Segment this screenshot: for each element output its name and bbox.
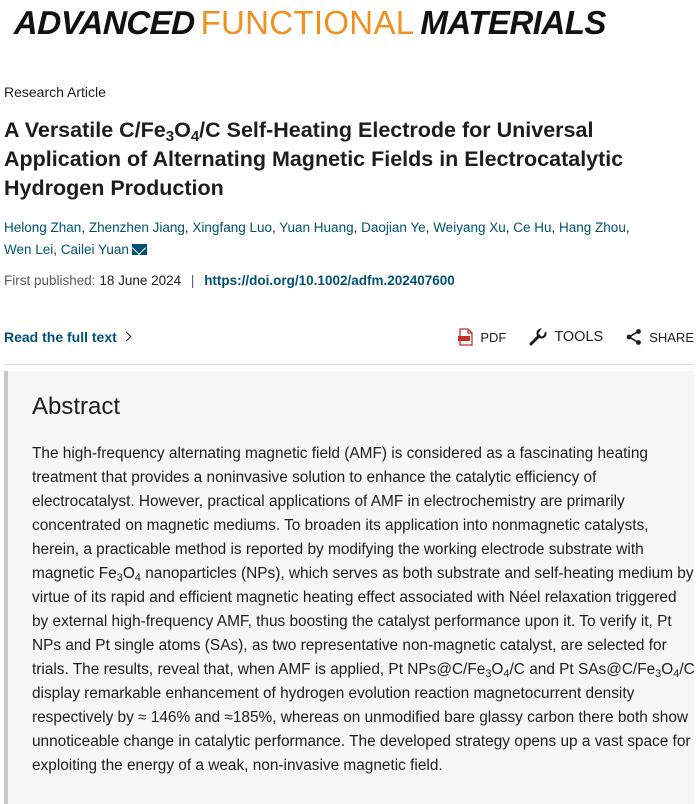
pdf-icon — [458, 328, 474, 346]
pdf-label: PDF — [480, 329, 507, 345]
tools-button[interactable] — [528, 327, 603, 347]
abstract-heading: Abstract — [32, 393, 121, 420]
pdf-button[interactable] — [458, 328, 506, 346]
author-link[interactable]: Hang Zhou — [559, 220, 626, 235]
envelope-icon[interactable] — [132, 244, 147, 255]
author-list: Helong Zhan, Zhenzhen Jiang, Xingfang Luo, Yuan Huang, Daojian Ye, Weiyang Xu, Ce Hu, Hang Zhou, Wen Lei, Cailei Yuan — [4, 220, 630, 257]
article-toolbar — [436, 327, 694, 347]
share-button[interactable] — [625, 328, 694, 346]
share-icon — [625, 328, 643, 346]
author-link[interactable]: Helong Zhan — [4, 220, 82, 235]
wrench-icon — [528, 327, 548, 347]
tools-label: TOOLS — [554, 329, 604, 345]
abstract-body: The high-frequency alternating magnetic field (AMF) is considered as a fascinating heating treatment that provides a noninvasive solution to enhance the catalytic efficiency of electrocatalyst. However, practical applications of AMF in electrochemistry are primarily concentrated on magnetic mediums. To broaden its application into nonmagnetic catalysts, herein, a practicable method is reported by modifying the working electrode substrate with magnetic $Fe_3O_4$ nanoparticles (NPs), which serves as both substrate and self-heating medium by virtue of its rapid and efficient magnetic heating effect associated with Néel relaxation triggered by external high-frequency AMF, thus boosting the catalyst performance upon it. To verify it, Pt NPs and Pt single atoms (SAs), as two representative non-magnetic catalyst, are selected for trials. The results, reveal that, when AMF is applied, Pt $NPs@C/Fe_3O_4/C$ and Pt $SAs@C/Fe_3O_4/C$ display remarkable enhancement of hydrogen evolution reaction magnetocurrent density respectively by ≈ 146% and ≈185%, whereas on unmodified bare glassy carbon there both show unnoticeable change in catalytic performance. The developed strategy opens up a vast space for exploiting the energy of a weak, non-invasive magnetic field. — [32, 445, 695, 774]
separator: | — [190, 273, 195, 288]
author-link[interactable]: Daojian Ye — [361, 220, 426, 235]
section-divider — [4, 364, 694, 365]
read-full-text-link[interactable]: Read the full text — [4, 329, 130, 345]
share-label: SHARE — [649, 329, 694, 345]
author-link[interactable]: Cailei Yuan — [60, 242, 129, 257]
chevron-right-icon — [121, 332, 131, 342]
journal-name-materials: MATERIALS — [420, 4, 606, 41]
published-date: 18 June 2024 — [99, 273, 182, 288]
author-link[interactable]: Weiyang Xu — [433, 220, 506, 235]
author-link[interactable]: Ce Hu — [513, 220, 552, 235]
publication-info — [4, 273, 455, 288]
article-type: Research Article — [4, 84, 106, 100]
journal-name-functional: FUNCTIONAL — [200, 4, 415, 41]
abstract-section — [4, 371, 694, 804]
author-link[interactable]: Zhenzhen Jiang — [88, 220, 185, 235]
author-link[interactable]: Yuan Huang — [279, 220, 354, 235]
author-link[interactable]: Wen Lei — [4, 242, 54, 257]
article-title: A Versatile $C/Fe_3O_4/C$ Self-Heating Electrode for Universal Application of Alternating Magnetic Fields in Electrocatalytic Hydrogen Production — [4, 118, 624, 200]
doi-link[interactable]: https://doi.org/10.1002/adfm.202407600 — [204, 273, 455, 288]
author-link[interactable]: Xingfang Luo — [192, 220, 272, 235]
journal-logo[interactable] — [14, 4, 606, 42]
published-label: First published: — [4, 273, 96, 288]
journal-name-advanced: ADVANCED — [13, 4, 196, 41]
